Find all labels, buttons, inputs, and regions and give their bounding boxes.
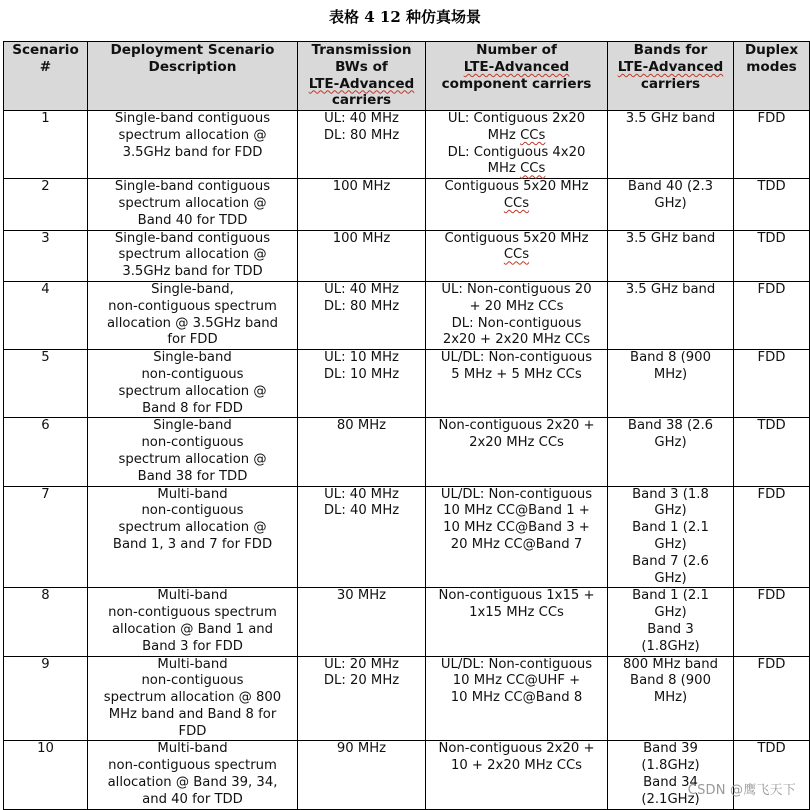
cell-scenario-number-line: 1 xyxy=(41,111,50,126)
cell-scenario-number-line: 7 xyxy=(41,486,50,502)
cell-bands-line: (1.8GHz) xyxy=(641,758,700,774)
cell-duplex-line: TDD xyxy=(757,230,786,246)
cell-duplex xyxy=(734,281,810,349)
cell-component-carriers-line: DL: Non-contiguous xyxy=(451,315,582,331)
cell-description xyxy=(88,486,298,588)
cell-description-line: spectrum allocation @ xyxy=(118,520,267,536)
cell-scenario-number xyxy=(4,179,88,230)
cell-scenario-number-line: 3 xyxy=(41,230,50,246)
cell-transmission-bw xyxy=(298,486,426,588)
header-transmission-bw-line: BWs of xyxy=(335,58,388,75)
cell-scenario-number xyxy=(4,281,88,349)
cell-duplex xyxy=(734,179,810,230)
cell-bands xyxy=(608,230,734,281)
cell-component-carriers-line: 10 + 2x20 MHz CCs xyxy=(450,758,583,774)
cell-scenario-number-line: 5 xyxy=(41,350,50,366)
cell-bands xyxy=(608,418,734,486)
cell-duplex-line: FDD xyxy=(757,588,786,604)
cell-duplex-line: TDD xyxy=(757,179,786,195)
scenario-table xyxy=(3,41,810,810)
cell-description xyxy=(88,656,298,741)
cell-description-line: non-contiguous xyxy=(141,673,244,689)
cell-scenario-number xyxy=(4,656,88,741)
cell-description-line: Band 8 for FDD xyxy=(142,400,243,416)
cell-bands xyxy=(608,281,734,349)
cell-transmission-bw xyxy=(298,656,426,741)
cell-bands-line: 3.5 GHz band xyxy=(625,281,716,297)
cell-component-carriers-line: 10 MHz CC@UHF + xyxy=(452,673,581,689)
cell-description-line: non-contiguous xyxy=(141,366,244,382)
table-row xyxy=(4,486,810,588)
cell-bands-line: Band 7 (2.6 xyxy=(632,553,709,569)
table-row xyxy=(4,741,810,809)
cell-duplex xyxy=(734,486,810,588)
cell-description-line: spectrum allocation @ xyxy=(118,127,267,143)
cell-transmission-bw-line: DL: 10 MHz xyxy=(323,366,400,382)
cell-component-carriers xyxy=(426,281,608,349)
cell-bands-line: GHz) xyxy=(654,435,687,451)
cell-transmission-bw-line: UL: 40 MHz xyxy=(324,111,399,126)
header-duplex xyxy=(734,42,810,111)
table-body xyxy=(4,111,810,810)
cell-bands-line: GHz) xyxy=(654,503,687,519)
cell-duplex-line: TDD xyxy=(757,418,786,434)
cell-scenario-number-line: 6 xyxy=(41,418,50,434)
cell-scenario-number xyxy=(4,741,88,809)
cell-description-line: spectrum allocation @ xyxy=(118,383,267,399)
cell-duplex xyxy=(734,656,810,741)
cell-component-carriers-line: UL/DL: Non-contiguous xyxy=(440,486,593,502)
cell-duplex-line: FDD xyxy=(757,350,786,366)
cell-component-carriers-line: 20 MHz CC@Band 7 xyxy=(450,536,583,552)
cell-description-line: 3.5GHz band for FDD xyxy=(122,144,263,160)
cell-component-carriers-line: 5 MHz + 5 MHz CCs xyxy=(451,366,582,382)
table-row xyxy=(4,656,810,741)
cell-description-line: Multi-band xyxy=(157,741,228,757)
cell-scenario-number-line: 10 xyxy=(37,741,54,757)
cell-description-line: spectrum allocation @ xyxy=(118,195,267,211)
cell-transmission-bw xyxy=(298,179,426,230)
cell-duplex xyxy=(734,230,810,281)
cell-description-line: for FDD xyxy=(167,332,218,348)
table-row xyxy=(4,588,810,656)
cell-duplex xyxy=(734,111,810,179)
cell-bands xyxy=(608,111,734,179)
cell-transmission-bw-line: UL: 20 MHz xyxy=(324,656,399,672)
cell-duplex-line: FDD xyxy=(757,656,786,672)
cell-component-carriers-line: Non-contiguous 2x20 + xyxy=(438,418,595,434)
cell-description-line: non-contiguous spectrum xyxy=(108,758,277,774)
cell-description-line: Single-band contiguous xyxy=(114,111,271,126)
cell-transmission-bw-line: DL: 80 MHz xyxy=(323,127,400,143)
cell-bands-line: MHz) xyxy=(653,366,688,382)
cell-description xyxy=(88,111,298,179)
cell-scenario-number xyxy=(4,350,88,418)
cell-bands-line: Band 34 xyxy=(643,775,698,791)
cell-component-carriers-line: Contiguous 5x20 MHz xyxy=(444,179,589,195)
cell-bands xyxy=(608,588,734,656)
cell-component-carriers-line: 10 MHz CC@Band 1 + xyxy=(443,503,590,519)
header-scenario xyxy=(4,42,88,111)
cell-scenario-number-line: 2 xyxy=(41,179,50,195)
cell-component-carriers xyxy=(426,741,608,809)
table-row xyxy=(4,230,810,281)
table-row xyxy=(4,111,810,179)
cell-description-line: allocation @ 3.5GHz band xyxy=(106,315,279,331)
table-row xyxy=(4,179,810,230)
cell-component-carriers-line: UL: Contiguous 2x20 xyxy=(447,111,586,126)
table-caption: 表格 4 12 种仿真场景 xyxy=(329,8,481,26)
header-description xyxy=(88,42,298,111)
cell-component-carriers-line: CCs xyxy=(503,247,530,263)
cell-bands-line: Band 8 (900 xyxy=(630,673,711,689)
header-scenario-line: # xyxy=(39,58,52,75)
header-bands-line: carriers xyxy=(640,75,701,92)
cell-transmission-bw-line: 100 MHz xyxy=(332,230,391,246)
cell-bands-line: Band 39 xyxy=(643,741,698,757)
cell-description-line: Single-band contiguous xyxy=(114,230,271,246)
cell-component-carriers-line: MHz CCs xyxy=(487,161,546,177)
header-row xyxy=(4,42,810,111)
cell-bands-line: 3.5 GHz band xyxy=(625,230,716,246)
cell-component-carriers-line: DL: Contiguous 4x20 xyxy=(447,144,586,160)
cell-component-carriers-line: Non-contiguous 2x20 + xyxy=(438,741,595,757)
header-transmission-bw xyxy=(298,42,426,111)
cell-scenario-number xyxy=(4,418,88,486)
cell-scenario-number xyxy=(4,230,88,281)
cell-description-line: MHz band and Band 8 for xyxy=(108,706,277,722)
table-row xyxy=(4,281,810,349)
cell-bands-line: Band 1 (2.1 xyxy=(632,588,709,604)
cell-component-carriers xyxy=(426,230,608,281)
header-component-carriers-line: component carriers xyxy=(441,75,592,92)
cell-description-line: Band 38 for TDD xyxy=(137,468,248,484)
header-bands xyxy=(608,42,734,111)
cell-transmission-bw xyxy=(298,741,426,809)
cell-scenario-number xyxy=(4,486,88,588)
cell-component-carriers xyxy=(426,418,608,486)
header-bands-line: LTE-Advanced xyxy=(617,58,724,75)
cell-duplex-line: TDD xyxy=(757,741,786,757)
cell-duplex-line: FDD xyxy=(757,111,786,126)
cell-description-line: Band 3 for FDD xyxy=(142,638,243,654)
cell-description xyxy=(88,588,298,656)
cell-transmission-bw-line: UL: 40 MHz xyxy=(324,486,399,502)
cell-bands-line: 800 MHz band xyxy=(623,656,718,672)
cell-description-line: spectrum allocation @ 800 xyxy=(103,690,282,706)
cell-component-carriers xyxy=(426,588,608,656)
cell-bands-line: Band 1 (2.1 xyxy=(632,520,709,536)
header-duplex-line: modes xyxy=(746,58,797,75)
cell-bands xyxy=(608,350,734,418)
header-duplex-line: Duplex xyxy=(744,42,799,58)
cell-transmission-bw-line: DL: 80 MHz xyxy=(323,298,400,314)
cell-description xyxy=(88,418,298,486)
cell-scenario-number-line: 8 xyxy=(41,588,50,604)
cell-component-carriers xyxy=(426,179,608,230)
header-description-line: Deployment Scenario xyxy=(110,42,275,58)
cell-bands-line: Band 3 xyxy=(647,621,694,637)
cell-description-line: Band 40 for TDD xyxy=(137,212,248,228)
cell-transmission-bw-line: UL: 10 MHz xyxy=(324,350,399,366)
cell-scenario-number xyxy=(4,588,88,656)
cell-transmission-bw-line: 30 MHz xyxy=(336,588,387,604)
header-transmission-bw-line: LTE-Advanced xyxy=(308,75,415,92)
cell-transmission-bw-line: 90 MHz xyxy=(336,741,387,757)
cell-transmission-bw xyxy=(298,350,426,418)
cell-transmission-bw-line: 80 MHz xyxy=(336,418,387,434)
cell-bands-line: Band 40 (2.3 xyxy=(627,179,714,195)
cell-component-carriers xyxy=(426,486,608,588)
cell-component-carriers-line: UL: Non-contiguous 20 xyxy=(441,281,592,297)
cell-component-carriers-line: MHz CCs xyxy=(487,127,546,143)
cell-bands xyxy=(608,741,734,809)
cell-description-line: Multi-band xyxy=(157,656,228,672)
cell-transmission-bw-line: 100 MHz xyxy=(332,179,391,195)
header-description-line: Description xyxy=(148,58,237,75)
cell-transmission-bw-line: DL: 40 MHz xyxy=(323,503,400,519)
cell-description-line: spectrum allocation @ xyxy=(118,451,267,467)
cell-duplex xyxy=(734,350,810,418)
cell-component-carriers-line: 1x15 MHz CCs xyxy=(469,605,564,621)
cell-description-line: non-contiguous spectrum xyxy=(108,605,277,621)
cell-component-carriers-line: 10 MHz CC@Band 8 xyxy=(450,690,583,706)
cell-transmission-bw xyxy=(298,111,426,179)
cell-component-carriers-line: Non-contiguous 1x15 + xyxy=(438,588,595,604)
cell-bands xyxy=(608,486,734,588)
cell-description-line: 3.5GHz band for TDD xyxy=(122,264,263,280)
cell-bands-line: GHz) xyxy=(654,195,687,211)
cell-bands-line: MHz) xyxy=(653,690,688,706)
cell-bands-line: Band 38 (2.6 xyxy=(627,418,714,434)
table-row xyxy=(4,350,810,418)
cell-description-line: FDD xyxy=(178,723,207,739)
cell-transmission-bw xyxy=(298,418,426,486)
cell-description-line: allocation @ Band 1 and xyxy=(111,621,274,637)
cell-description-line: Multi-band xyxy=(157,486,228,502)
cell-component-carriers-line: UL/DL: Non-contiguous xyxy=(440,350,593,366)
cell-component-carriers xyxy=(426,111,608,179)
cell-bands xyxy=(608,656,734,741)
cell-duplex-line: FDD xyxy=(757,486,786,502)
cell-bands-line: GHz) xyxy=(654,536,687,552)
cell-description xyxy=(88,350,298,418)
cell-description xyxy=(88,281,298,349)
cell-component-carriers xyxy=(426,350,608,418)
cell-description xyxy=(88,179,298,230)
cell-description xyxy=(88,741,298,809)
watermark: CSDN @鹰飞天下 xyxy=(687,783,796,798)
header-component-carriers xyxy=(426,42,608,111)
cell-component-carriers-line: + 20 MHz CCs xyxy=(469,298,564,314)
cell-transmission-bw xyxy=(298,281,426,349)
header-transmission-bw-line: Transmission xyxy=(311,42,412,58)
cell-bands-line: (1.8GHz) xyxy=(641,638,700,654)
header-bands-line: Bands for xyxy=(633,42,708,58)
cell-description-line: Single-band xyxy=(153,350,232,366)
cell-description-line: Single-band contiguous xyxy=(114,179,271,195)
cell-duplex-line: FDD xyxy=(757,281,786,297)
cell-component-carriers-line: UL/DL: Non-contiguous xyxy=(440,656,593,672)
cell-description xyxy=(88,230,298,281)
cell-scenario-number xyxy=(4,111,88,179)
cell-component-carriers-line: 10 MHz CC@Band 3 + xyxy=(443,520,590,536)
cell-duplex xyxy=(734,418,810,486)
cell-bands-line: Band 3 (1.8 xyxy=(632,486,709,502)
cell-description-line: Single-band, xyxy=(151,281,234,297)
cell-description-line: and 40 for TDD xyxy=(142,791,243,807)
cell-duplex xyxy=(734,741,810,809)
header-transmission-bw-line: carriers xyxy=(331,92,392,109)
cell-bands-line: GHz) xyxy=(654,605,687,621)
cell-description-line: non-contiguous spectrum xyxy=(108,298,277,314)
cell-description-line: non-contiguous xyxy=(141,435,244,451)
cell-component-carriers-line: 2x20 MHz CCs xyxy=(469,435,564,451)
cell-bands-line: 3.5 GHz band xyxy=(625,111,716,126)
cell-bands-line: Band 8 (900 xyxy=(630,350,711,366)
cell-description-line: non-contiguous xyxy=(141,503,244,519)
cell-transmission-bw xyxy=(298,588,426,656)
cell-bands xyxy=(608,179,734,230)
cell-transmission-bw-line: DL: 20 MHz xyxy=(323,673,400,689)
cell-component-carriers-line: Contiguous 5x20 MHz xyxy=(444,230,589,246)
header-component-carriers-line: LTE-Advanced xyxy=(463,58,570,75)
cell-scenario-number-line: 4 xyxy=(41,281,50,297)
cell-component-carriers-line: CCs xyxy=(503,195,530,211)
cell-description-line: spectrum allocation @ xyxy=(118,247,267,263)
cell-duplex xyxy=(734,588,810,656)
cell-bands-line: GHz) xyxy=(654,570,687,586)
cell-transmission-bw xyxy=(298,230,426,281)
cell-description-line: Single-band xyxy=(153,418,232,434)
cell-scenario-number-line: 9 xyxy=(41,656,50,672)
cell-component-carriers xyxy=(426,656,608,741)
cell-bands-line: (2.1GHz) xyxy=(641,791,700,807)
cell-transmission-bw-line: UL: 40 MHz xyxy=(324,281,399,297)
table-row xyxy=(4,418,810,486)
header-component-carriers-line: Number of xyxy=(476,42,557,58)
header-scenario-line: Scenario xyxy=(12,42,79,58)
cell-component-carriers-line: 2x20 + 2x20 MHz CCs xyxy=(442,332,591,348)
cell-description-line: allocation @ Band 39, 34, xyxy=(107,775,278,791)
cell-description-line: Band 1, 3 and 7 for FDD xyxy=(112,536,273,552)
cell-description-line: Multi-band xyxy=(157,588,228,604)
